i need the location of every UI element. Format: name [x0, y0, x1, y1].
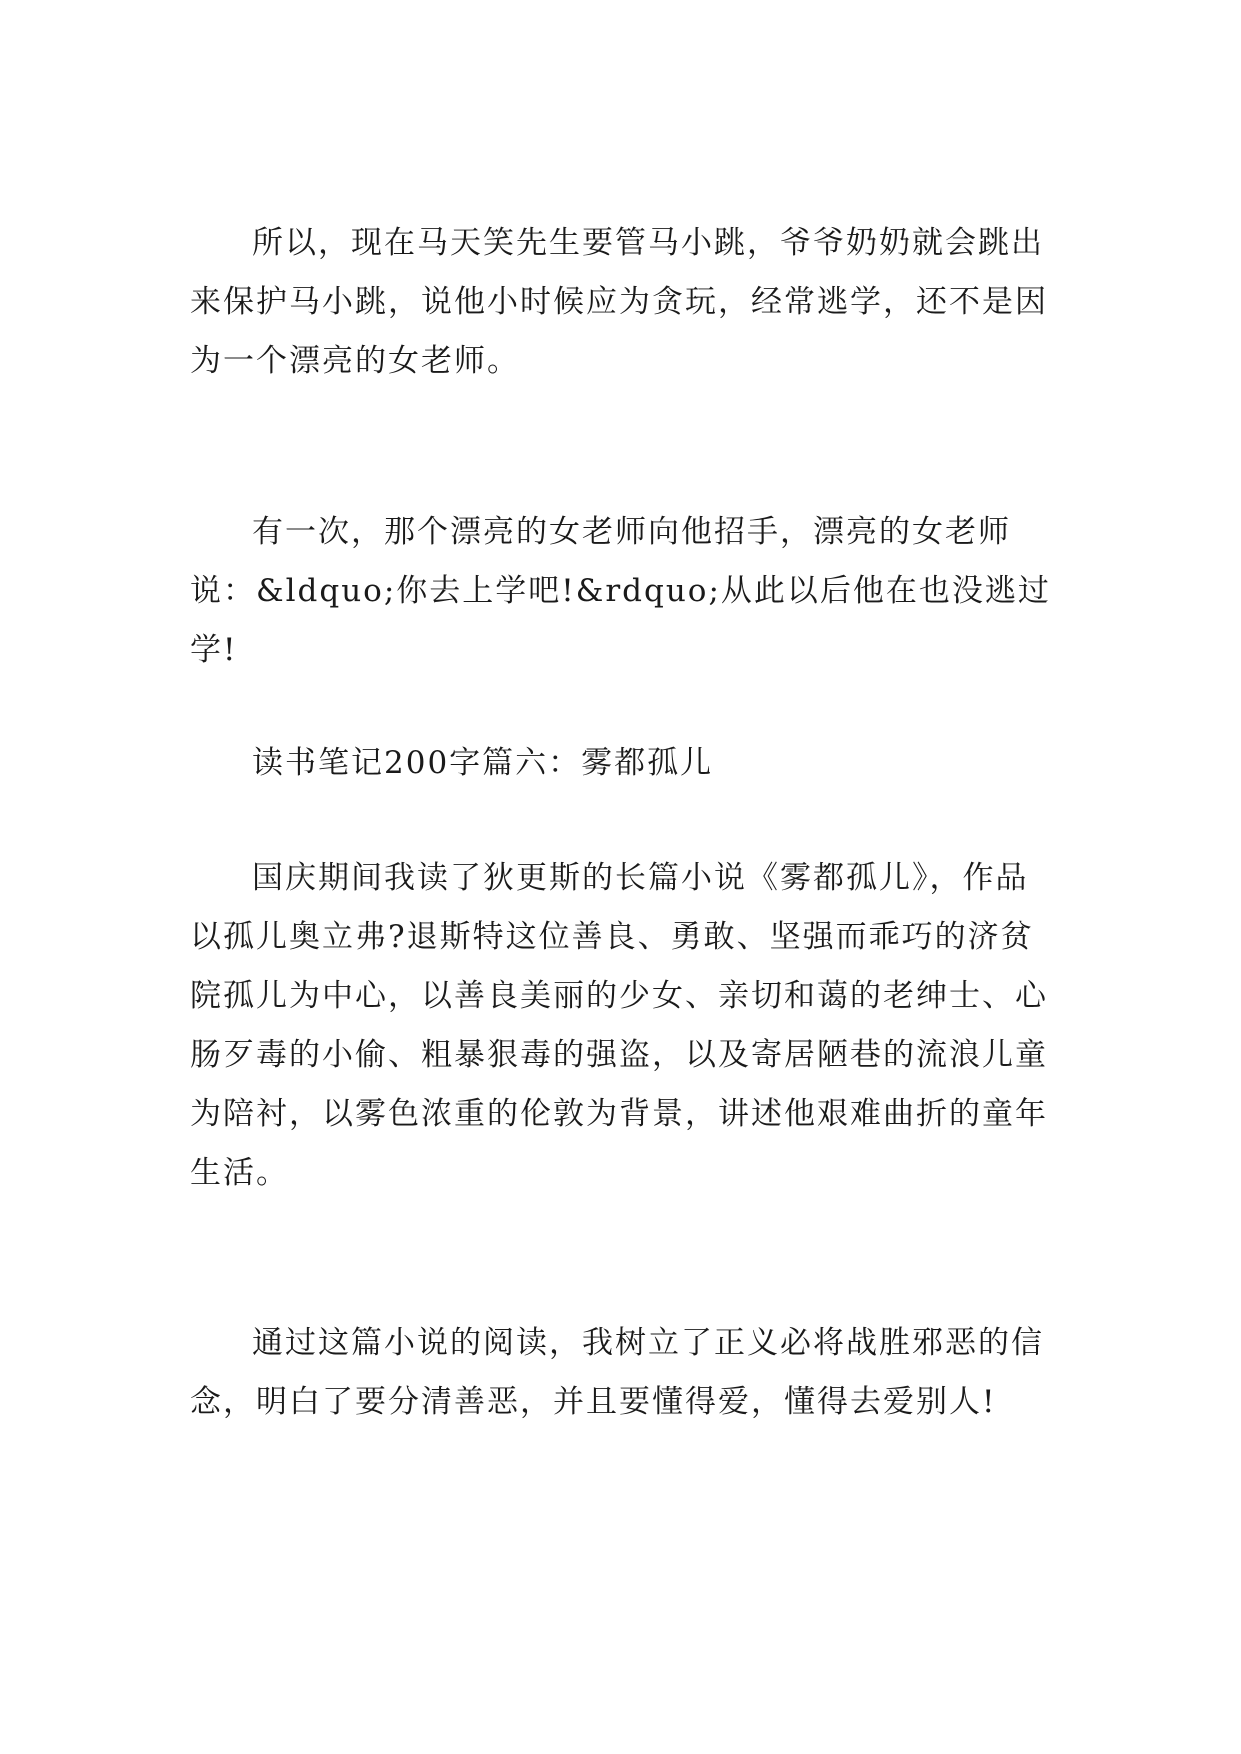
paragraph-1: 所以，现在马天笑先生要管马小跳，爷爷奶奶就会跳出来保护马小跳，说他小时候应为贪玩，经常逃学，还不是因为一个漂亮的女老师。 [190, 225, 1048, 379]
paragraph-2: 有一次，那个漂亮的女老师向他招手，漂亮的女老师说：&ldquo;你去上学吧!&rdquo;从此以后他在也没逃过学! [190, 514, 1051, 668]
paragraph-4: 通过这篇小说的阅读，我树立了正义必将战胜邪恶的信念，明白了要分清善恶，并且要懂得爱，懂得去爱别人! [190, 1325, 1044, 1420]
paragraph-3: 国庆期间我读了狄更斯的长篇小说《雾都孤儿》，作品以孤儿奥立弗?退斯特这位善良、勇敢、坚强而乖巧的济贫院孤儿为中心，以善良美丽的少女、亲切和蔼的老绅士、心肠歹毒的小偷、粗暴狠毒的强盗，以及寄居陋巷的流浪儿童为陪衬，以雾色浓重的伦敦为背景，讲述他艰难曲折的童年生活。 [190, 860, 1048, 1191]
section-heading: 读书笔记200字篇六：雾都孤儿 [252, 745, 714, 781]
